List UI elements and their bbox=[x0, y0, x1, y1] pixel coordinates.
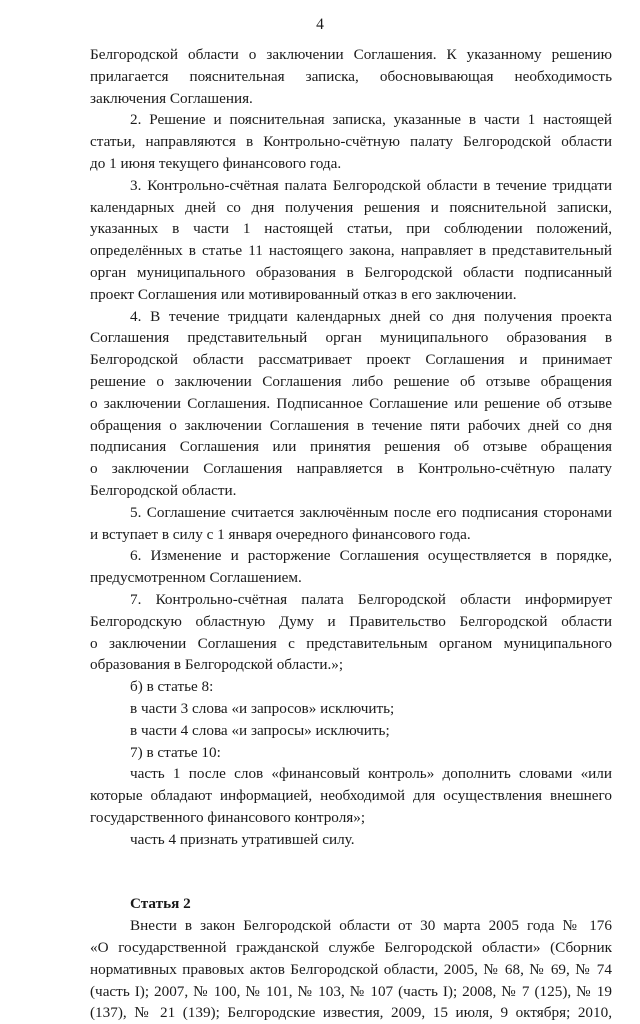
text-line: Белгородской области рассматривает проект Соглашения и принимает bbox=[90, 351, 612, 369]
article-section bbox=[90, 893, 612, 1024]
text-line: Белгородской области о заключении Соглашения. К указанному решению bbox=[90, 46, 612, 63]
text-line: государственного финансового контроля»; bbox=[90, 808, 366, 826]
text-line: 7) в статье 10: bbox=[130, 743, 221, 761]
text-line: 2. Решение и пояснительная записка, указанные в части 1 настоящей bbox=[130, 111, 612, 129]
text-line: решение о заключении Соглашения либо решение об отзыве обращения bbox=[90, 372, 612, 390]
text-line: статьи, направляются в Контрольно-счётную палату Белгородской области bbox=[90, 133, 612, 151]
text-line: Соглашения представительный орган муниципального образования в bbox=[90, 329, 612, 347]
paragraph bbox=[90, 829, 612, 851]
text-line: образования в Белгородской области.»; bbox=[90, 656, 344, 674]
article-heading: Статья 2 bbox=[130, 895, 191, 913]
text-line: 4. В течение тридцати календарных дней со дня получения проекта bbox=[130, 307, 612, 325]
text-line: 6. Изменение и расторжение Соглашения осуществляется в порядке, bbox=[130, 547, 612, 565]
text-line: обращения о заключении Соглашения в течение пяти рабочих дней со дня bbox=[90, 416, 612, 434]
text-line: и вступает в силу с 1 января очередного финансового года. bbox=[90, 525, 471, 543]
text-line: (137), № 21 (139); Белгородские известия, 2009, 15 июля, 9 октября; 2010, bbox=[90, 1004, 612, 1022]
section-gap bbox=[90, 850, 612, 893]
text-line: 3. Контрольно-счётная палата Белгородской области в течение тридцати bbox=[130, 176, 612, 194]
paragraph bbox=[90, 720, 612, 742]
text-line: которые обладают информацией, необходимой для осуществления внешнего bbox=[90, 787, 612, 805]
text-line: проект Соглашения или мотивированный отказ в его заключении. bbox=[90, 285, 517, 303]
text-line: орган муниципального образования в Белгородской области подписанный bbox=[90, 263, 612, 281]
text-line: Внести в закон Белгородской области от 30 марта 2005 года № 176 bbox=[130, 917, 612, 935]
text-line: до 1 июня текущего финансового года. bbox=[90, 154, 342, 172]
text-line: в части 4 слова «и запросы» исключить; bbox=[130, 721, 390, 739]
text-line: прилагается пояснительная записка, обосновывающая необходимость bbox=[90, 67, 612, 85]
paragraph bbox=[90, 589, 612, 676]
paragraph bbox=[90, 306, 612, 502]
text-line: часть 1 после слов «финансовый контроль» дополнить словами «или bbox=[130, 765, 612, 783]
text-line: «О государственной гражданской службе Белгородской области» (Сборник bbox=[90, 939, 612, 957]
paragraph bbox=[90, 545, 612, 589]
text-line: заключения Соглашения. bbox=[90, 89, 253, 107]
paragraph bbox=[90, 763, 612, 828]
text-line: о заключении Соглашения направляется в Контрольно-счётную палату bbox=[90, 460, 612, 478]
text-line: указанных в части 1 настоящей статьи, при соблюдении положений, bbox=[90, 220, 612, 238]
text-line: определённых в статье 11 настоящего закона, направляет в представительный bbox=[90, 242, 612, 260]
paragraph bbox=[90, 502, 612, 546]
text-line: подписания Соглашения или принятия решения об отзыве обращения bbox=[90, 438, 612, 456]
document-body bbox=[90, 44, 612, 1024]
paragraph bbox=[90, 175, 612, 306]
text-line: 5. Соглашение считается заключённым после его подписания сторонами bbox=[130, 503, 612, 521]
paragraph bbox=[90, 109, 612, 174]
text-line: предусмотренном Соглашением. bbox=[90, 569, 302, 587]
paragraph bbox=[90, 44, 612, 109]
text-line: календарных дней со дня получения решения и пояснительной записки, bbox=[90, 198, 612, 216]
text-line: б) в статье 8: bbox=[130, 678, 214, 696]
paragraph bbox=[90, 698, 612, 720]
text-line: Белгородской области. bbox=[90, 481, 237, 499]
text-line: о заключении Соглашения с представительным органом муниципального bbox=[90, 634, 612, 652]
text-line: 7. Контрольно-счётная палата Белгородской области информирует bbox=[130, 590, 612, 608]
text-line: Белгородскую областную Думу и Правительство Белгородской области bbox=[90, 612, 612, 630]
text-line: часть 4 признать утратившей силу. bbox=[130, 830, 355, 848]
text-line: о заключении Соглашения. Подписанное Соглашение или решение об отзыве bbox=[90, 394, 612, 412]
text-line: в части 3 слова «и запросов» исключить; bbox=[130, 699, 395, 717]
text-line: (часть I); 2007, № 100, № 101, № 103, № 107 (часть I); 2008, № 7 (125), № 19 bbox=[90, 982, 612, 1000]
page-number: 4 bbox=[316, 16, 324, 33]
text-line: нормативных правовых актов Белгородской области, 2005, № 68, № 69, № 74 bbox=[90, 960, 612, 978]
paragraph bbox=[90, 676, 612, 698]
paragraph bbox=[90, 742, 612, 764]
